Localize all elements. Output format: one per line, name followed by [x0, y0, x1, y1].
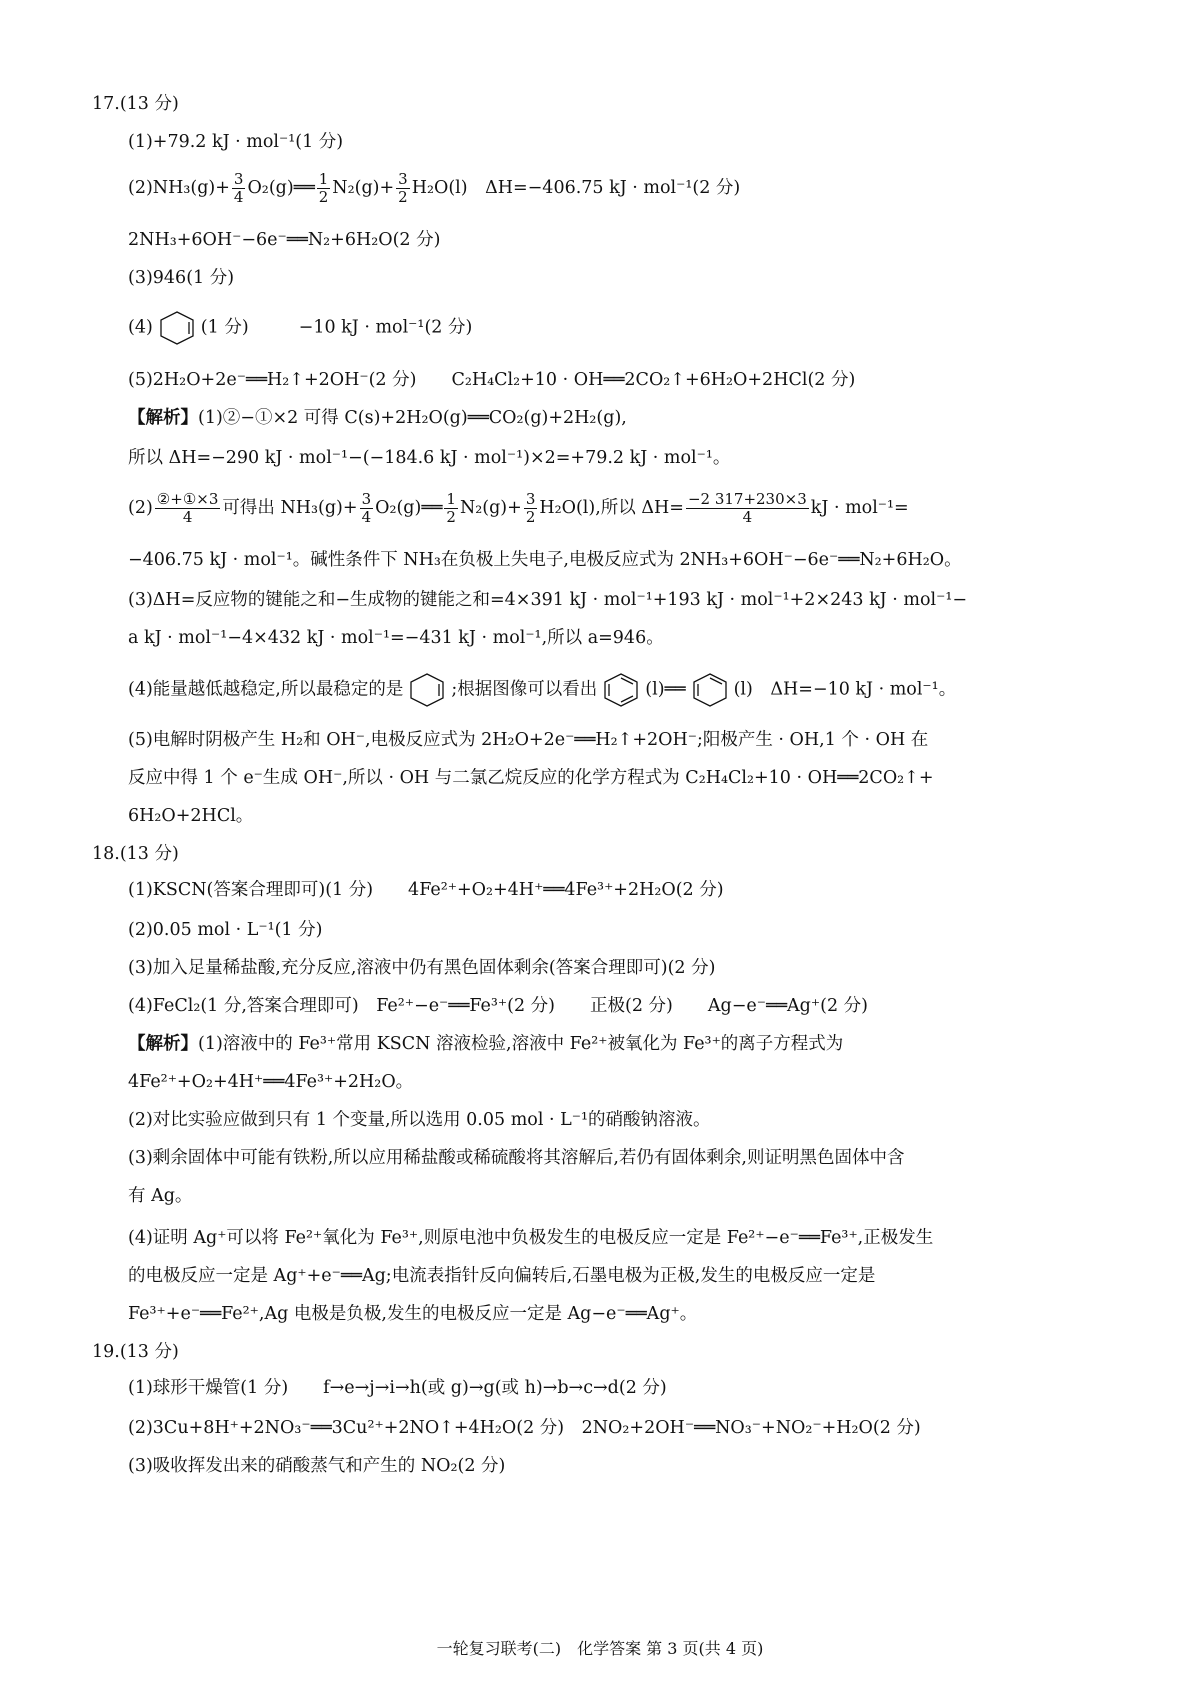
fraction [232, 172, 246, 205]
q19-answer-1: (1)球形干燥管(1 分) f→e→j→i→h(或 g)→g(或 h)→b→c→d(2 分) [128, 1378, 667, 1398]
q17-analysis-5: (5)电解时阴极产生 H₂和 OH⁻,电极反应式为 2H₂O+2e⁻══H₂↑+2OH⁻;阳极产生 · OH,1 个 · OH 在 [128, 730, 929, 750]
cyclohexene-icon [157, 310, 197, 346]
q19-answer-3: (3)吸收挥发出来的硝酸蒸气和产生的 NO₂(2 分) [128, 1456, 506, 1476]
text-fragment: −10 kJ · mol⁻¹(2 分) [298, 317, 473, 338]
q17-analysis-1 [128, 406, 1108, 430]
text-fragment: (2)NH₃(g)+ [128, 178, 230, 198]
cyclohexadiene-icon [690, 672, 730, 708]
analysis-tag: 【解析】 [128, 408, 198, 428]
fraction-num: 1 [446, 490, 456, 508]
fraction-num: 3 [233, 170, 244, 188]
fraction-den: 4 [742, 508, 753, 526]
fraction [524, 492, 538, 525]
fraction-num: 3 [361, 490, 372, 508]
fraction-num: −2 317+230×3 [687, 490, 807, 508]
q17-analysis-5c: 6H₂O+2HCl。 [128, 806, 254, 826]
q18-analysis-3: (3)剩余固体中可能有铁粉,所以应用稀盐酸或稀硫酸将其溶解后,若仍有固体剩余,则证明黑色固体中含 [128, 1148, 905, 1168]
text-fragment: ;根据图像可以看出 [451, 679, 598, 700]
text-fragment: (l)══ [645, 679, 686, 700]
q18-analysis-3b: 有 Ag。 [128, 1186, 193, 1206]
q18-analysis-2: (2)对比实验应做到只有 1 个变量,所以选用 0.05 mol · L⁻¹的硝酸钠溶液。 [128, 1110, 711, 1130]
fraction [396, 172, 410, 205]
fraction [686, 492, 809, 525]
analysis-tag: 【解析】 [128, 1034, 198, 1054]
fraction-num: 3 [525, 490, 536, 508]
q18-analysis-1b: 4Fe²⁺+O₂+4H⁺══4Fe³⁺+2H₂O。 [128, 1072, 414, 1092]
q17-answer-5: (5)2H₂O+2e⁻══H₂↑+2OH⁻(2 分) C₂H₄Cl₂+10 · OH══2CO₂↑+6H₂O+2HCl(2 分) [128, 370, 856, 390]
q17-answer-4 [128, 310, 1108, 346]
fraction [317, 172, 331, 205]
text-fragment: kJ · mol⁻¹= [810, 498, 909, 518]
fraction [444, 492, 458, 525]
q18-header: 18.(13 分) [92, 844, 179, 864]
text-fragment: O₂(g)══ [375, 498, 443, 518]
q17-analysis-2b: −406.75 kJ · mol⁻¹。碱性条件下 NH₃在负极上失电子,电极反应式为 2NH₃+6OH⁻−6e⁻══N₂+6H₂O。 [128, 550, 962, 570]
text-fragment: H₂O(l),所以 ΔH= [539, 498, 684, 518]
fraction-den: 4 [361, 508, 372, 526]
fraction-den: 4 [233, 188, 244, 206]
text-fragment: (1)②−①×2 可得 C(s)+2H₂O(g)══CO₂(g)+2H₂(g), [198, 408, 627, 428]
benzene-ring-icon [601, 672, 641, 708]
q17-analysis-1b: 所以 ΔH=−290 kJ · mol⁻¹−(−184.6 kJ · mol⁻¹)×2=+79.2 kJ · mol⁻¹。 [128, 448, 731, 468]
text-fragment: (4) [128, 317, 153, 338]
q18-analysis-4: (4)证明 Ag⁺可以将 Fe²⁺氧化为 Fe³⁺,则原电池中负极发生的电极反应一定是 Fe²⁺−e⁻══Fe³⁺,正极发生 [128, 1228, 934, 1248]
q18-answer-3: (3)加入足量稀盐酸,充分反应,溶液中仍有黑色固体剩余(答案合理即可)(2 分) [128, 958, 716, 978]
text-fragment: N₂(g)+ [459, 498, 522, 518]
fraction-num: ②+①×3 [156, 490, 219, 508]
q17-analysis-3: (3)ΔH=反应物的键能之和−生成物的键能之和=4×391 kJ · mol⁻¹+193 kJ · mol⁻¹+2×243 kJ · mol⁻¹− [128, 590, 968, 610]
fraction-den: 4 [182, 508, 193, 526]
fraction-den: 2 [446, 508, 456, 526]
q18-answer-2: (2)0.05 mol · L⁻¹(1 分) [128, 920, 323, 940]
q19-header: 19.(13 分) [92, 1342, 179, 1362]
q18-answer-4: (4)FeCl₂(1 分,答案合理即可) Fe²⁺−e⁻══Fe³⁺(2 分) 正极(2 分) Ag−e⁻══Ag⁺(2 分) [128, 996, 868, 1016]
q17-answer-2 [128, 172, 1108, 205]
text-fragment: H₂O(l) ΔH=−406.75 kJ · mol⁻¹(2 分) [411, 178, 741, 198]
fraction [360, 492, 374, 525]
q18-analysis-4c: Fe³⁺+e⁻══Fe²⁺,Ag 电极是负极,发生的电极反应一定是 Ag−e⁻══Ag⁺。 [128, 1304, 698, 1324]
q18-analysis-4b: 的电极反应一定是 Ag⁺+e⁻══Ag;电流表指针反向偏转后,石墨电极为正极,发生的电极反应一定是 [128, 1266, 876, 1286]
text-fragment: (2) [128, 498, 153, 518]
text-fragment: (4)能量越低越稳定,所以最稳定的是 [128, 679, 404, 700]
q18-answer-1: (1)KSCN(答案合理即可)(1 分) 4Fe²⁺+O₂+4H⁺══4Fe³⁺+2H₂O(2 分) [128, 880, 724, 900]
text-fragment: 可得出 NH₃(g)+ [222, 498, 358, 518]
text-fragment: (l) ΔH=−10 kJ · mol⁻¹。 [733, 679, 957, 700]
fraction-den: 2 [318, 188, 329, 206]
q17-analysis-2 [128, 492, 1108, 525]
fraction-den: 2 [525, 508, 536, 526]
text-fragment: (1 分) [200, 317, 249, 338]
q17-answer-1: (1)+79.2 kJ · mol⁻¹(1 分) [128, 132, 344, 152]
fraction-num: 3 [398, 170, 408, 188]
q19-answer-2: (2)3Cu+8H⁺+2NO₃⁻══3Cu²⁺+2NO↑+4H₂O(2 分) 2NO₂+2OH⁻══NO₃⁻+NO₂⁻+H₂O(2 分) [128, 1418, 921, 1438]
cyclohexene-icon [407, 672, 447, 708]
q17-answer-3: (3)946(1 分) [128, 268, 235, 288]
text-fragment: (1)溶液中的 Fe³⁺常用 KSCN 溶液检验,溶液中 Fe²⁺被氧化为 Fe³⁺的离子方程式为 [198, 1034, 844, 1054]
page-footer: 一轮复习联考(二) 化学答案 第 3 页(共 4 页) [436, 1639, 764, 1658]
q17-header: 17.(13 分) [92, 94, 179, 114]
q17-analysis-3b: a kJ · mol⁻¹−4×432 kJ · mol⁻¹=−431 kJ · mol⁻¹,所以 a=946。 [128, 628, 664, 648]
q17-analysis-5b: 反应中得 1 个 e⁻生成 OH⁻,所以 · OH 与二氯乙烷反应的化学方程式为 C₂H₄Cl₂+10 · OH══2CO₂↑+ [128, 768, 934, 788]
fraction [155, 492, 221, 525]
q17-answer-2b: 2NH₃+6OH⁻−6e⁻══N₂+6H₂O(2 分) [128, 230, 441, 250]
q17-analysis-4 [128, 672, 1108, 708]
text-fragment: O₂(g)══ [247, 178, 315, 198]
q18-analysis-1 [128, 1032, 1108, 1056]
text-fragment: N₂(g)+ [332, 178, 395, 198]
fraction-den: 2 [398, 188, 408, 206]
fraction-num: 1 [318, 170, 329, 188]
